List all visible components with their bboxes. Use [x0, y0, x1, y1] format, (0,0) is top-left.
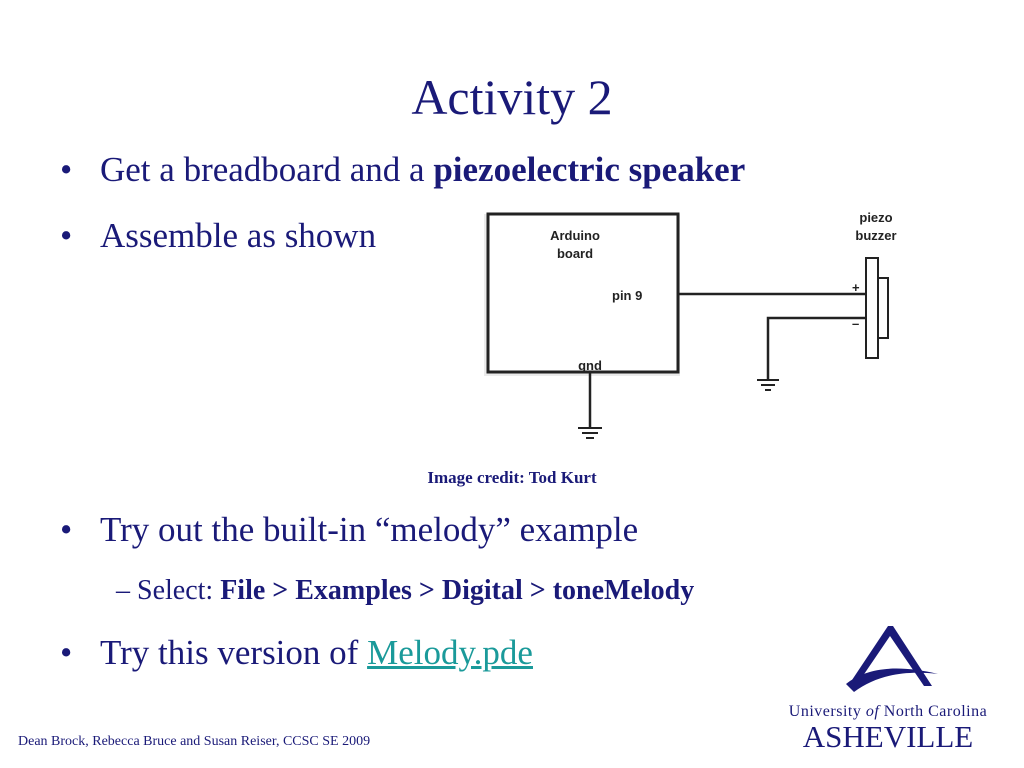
- buzzer-ground-wire: [768, 318, 865, 380]
- menu-path: File > Examples > Digital > toneMelody: [220, 575, 695, 606]
- piezo-buzzer-body: [878, 278, 888, 338]
- slide-title: Activity 2: [411, 69, 613, 125]
- ground-symbol-board: [578, 428, 602, 438]
- sub-bullet-prefix: – Select:: [116, 575, 221, 606]
- bullet-dot: •: [60, 216, 73, 255]
- bullet-try-version: [60, 633, 533, 673]
- ground-symbol-right: [757, 380, 779, 390]
- circuit-diagram: [470, 200, 920, 455]
- logo-north-carolina: North Carolina: [883, 703, 988, 720]
- board-label-board: board: [556, 246, 594, 261]
- minus-label: –: [852, 316, 860, 331]
- footer-credits: Dean Brock, Rebecca Bruce and Susan Reiser, CCSC SE 2009: [18, 734, 371, 749]
- bullet-text: Get a breadboard and a: [100, 150, 434, 189]
- sub-bullet-select: [116, 575, 694, 607]
- bullet-assemble: [60, 216, 376, 256]
- image-credit: Image credit: Tod Kurt: [427, 468, 597, 487]
- buzzer-label-piezo: piezo: [859, 210, 893, 225]
- logo-asheville: ASHEVILLE: [802, 719, 974, 752]
- board-label-arduino: Arduino: [550, 228, 600, 243]
- logo-emblem: [846, 626, 938, 692]
- bullet-dot: •: [60, 633, 73, 672]
- pin-label: pin 9: [612, 288, 643, 303]
- logo-university: University: [788, 703, 862, 720]
- bullet-dot: •: [60, 510, 73, 549]
- bullet-get-breadboard: [60, 150, 745, 190]
- melody-pde-link[interactable]: Melody.pde: [367, 633, 533, 672]
- buzzer-label-buzzer: buzzer: [855, 228, 897, 243]
- bullet-bold-text: piezoelectric speaker: [433, 150, 746, 189]
- bullet-text: Try this version of: [100, 633, 368, 672]
- bullet-dot: •: [60, 150, 73, 189]
- gnd-label: gnd: [578, 358, 602, 373]
- unca-logo: [770, 626, 1006, 752]
- plus-label: +: [852, 280, 860, 295]
- bullet-try-melody: [60, 510, 638, 550]
- bullet-text: Assemble as shown: [100, 216, 377, 255]
- piezo-buzzer: [866, 258, 878, 358]
- bullet-text: Try out the built-in “melody” example: [100, 510, 639, 549]
- logo-of: of: [865, 703, 880, 720]
- logo-university-line: [789, 703, 987, 720]
